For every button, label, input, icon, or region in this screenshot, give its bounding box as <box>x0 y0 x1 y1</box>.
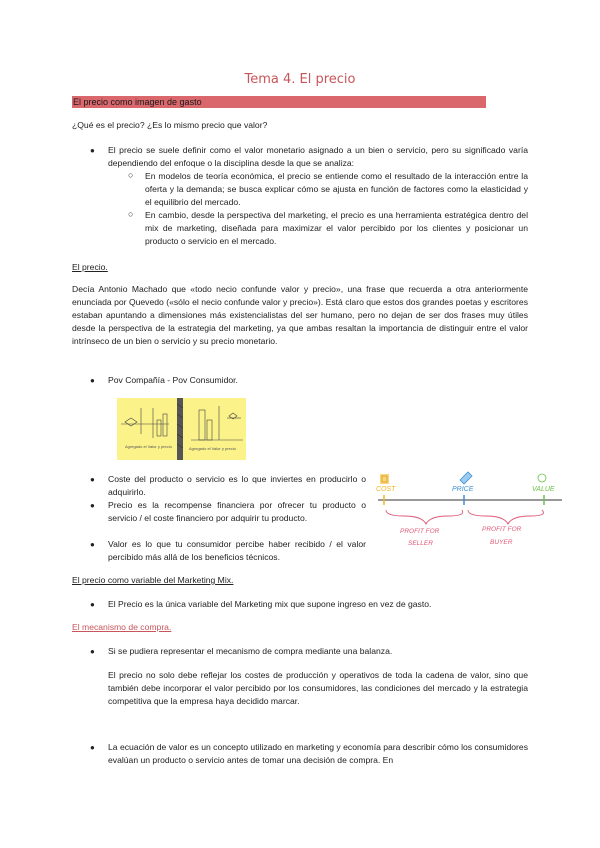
bullet-dot: ● <box>90 501 95 510</box>
bullet-balanza: Si se pudiera representar el mecanismo de compra mediante una balanza. <box>108 646 393 656</box>
label-profit-buyer-1: PROFIT FOR <box>482 526 522 533</box>
bullet-dot: ● <box>90 647 95 656</box>
mecanismo-paragraph: El precio no solo debe reflejar los costes de producción y operativos de toda la cadena de valor, sino que también debe incorporar el valor percibido por los consumidores, las condiciones del mercado y la estrategia competitiva que la empresa haya decidido marcar. <box>108 670 528 706</box>
bullet-definicion: El precio se suele definir como el valor monetario asignado a un bien o servicio, pero su significado varía dependiendo del enfoque o la disciplina desde la que se analiza: <box>108 145 528 168</box>
label-cost: COST <box>376 486 396 493</box>
question-text: ¿Qué es el precio? ¿Es lo mismo precio que valor? <box>72 120 268 130</box>
circle-bullet: ○ <box>128 209 134 219</box>
bullet-dot: ● <box>90 376 95 385</box>
fig-caption-left: Agregado el Valor y precio <box>125 444 172 449</box>
bullet-teoria-economica: En modelos de teoría económica, el precio se entiende como el resultado de la interacción entre la oferta y la demanda; se busca explicar cómo se ajusta en función de factores como la elasticidad y el equilibrio del mercado. <box>145 171 528 207</box>
bullet-valor: Valor es lo que tu consumidor percibe haber recibido / el valor percibido más allá de los beneficios técnicos. <box>108 539 366 562</box>
section-heading-marketing-mix: El precio como variable del Marketing Mix. <box>72 575 234 585</box>
bullet-coste: Coste del producto o servicio es lo que inviertes en producirlo o adquirirlo. <box>108 474 366 497</box>
section-heading-mecanismo: El mecanismo de compra. <box>72 622 172 632</box>
cost-price-value-diagram <box>372 466 568 562</box>
section-heading-precio: El precio. <box>72 262 108 272</box>
label-value: VALUE <box>532 486 555 493</box>
bullet-dot: ● <box>90 540 95 549</box>
label-profit-buyer-2: BUYER <box>490 539 513 546</box>
circle-bullet: ○ <box>128 170 134 180</box>
seller-brace <box>386 510 463 524</box>
bullet-dot: ● <box>90 600 95 609</box>
bullet-dot: ● <box>90 146 95 155</box>
bullet-dot: ● <box>90 475 95 484</box>
bullet-dot: ● <box>90 743 95 752</box>
bullet-precio: Precio es la recompense financiera por ofrecer tu producto o servicio / el coste financiero por adquirir tu producto. <box>108 500 366 523</box>
label-profit-seller-1: PROFIT FOR <box>400 528 440 535</box>
buyer-brace <box>468 510 544 524</box>
pov-figure <box>117 398 246 460</box>
fig-caption-right: Agregado el Valor y precio <box>189 446 236 451</box>
value-smile-icon <box>538 474 546 482</box>
bullet-ecuacion-valor: La ecuación de valor es un concepto utilizado en marketing y economía para describir cómo los consumidores evalúan un producto o servicio antes de tomar una decisión de compra. En <box>108 742 528 765</box>
bullet-unica-variable: El Precio es la única variable del Marketing mix que supone ingreso en vez de gasto. <box>108 599 432 609</box>
page-title: Tema 4. El precio <box>244 72 356 87</box>
diagram-drawing <box>372 466 568 562</box>
pov-text: Pov Compañía - Pov Consumidor. <box>108 375 238 385</box>
label-profit-seller-2: SELLER <box>408 540 433 547</box>
bullet-marketing: En cambio, desde la perspectiva del marketing, el precio es una herramienta estratégica dentro del mix de marketing, diseñada para maximizar el valor percibido por los clientes y posicionar un producto o servicio en el mercado. <box>145 210 528 246</box>
section-heading-highlight <box>72 96 486 108</box>
label-price: PRICE <box>452 486 474 493</box>
section-heading-gasto: El precio como imagen de gasto <box>73 97 202 107</box>
machado-paragraph: Decía Antonio Machado que «todo necio confunde valor y precio», una frase que recuerda a otra anteriormente enunciada por Quevedo («sólo el necio confunde valor y precio»). Está claro que estos dos grandes poetas y escritores estaban apuntando a dimensiones más existencialistas del ser humano, pero no dejan de ser dos frases muy útiles desde la perspectiva de la estrategia del marketing, ya que ambas resaltan la importancia de distinguir entre el valor intrínseco de un bien o servicio y su precio monetario. <box>72 284 528 346</box>
cost-icon <box>380 474 389 484</box>
price-tag-icon <box>460 472 472 484</box>
